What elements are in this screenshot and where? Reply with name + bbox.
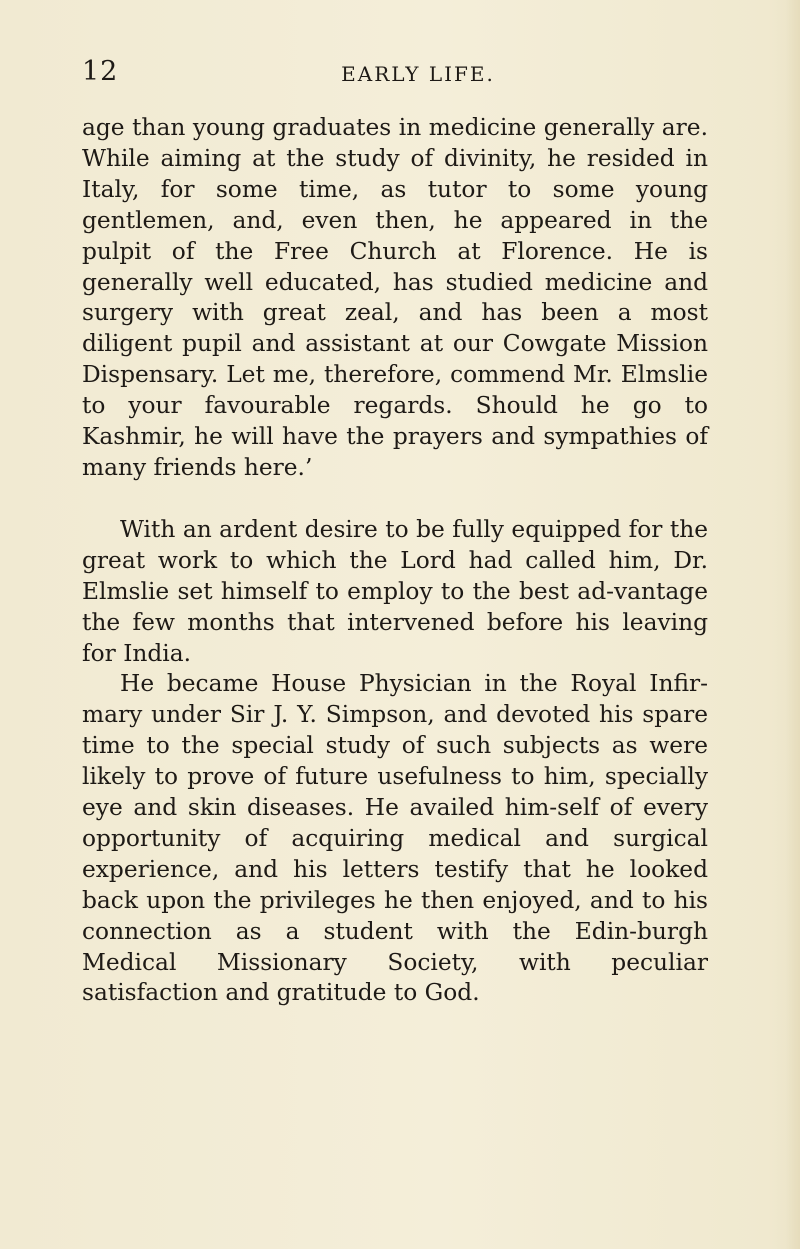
page-header xyxy=(82,56,722,90)
paragraph: With an ardent desire to be fully equipped for the great work to which the Lord had called him, Dr. Elmslie set himself to employ to the best ad-vantage the few months that intervened before his leaving for India. xyxy=(82,515,708,667)
page-edge-shadow xyxy=(786,0,800,1249)
running-head: EARLY LIFE. xyxy=(341,62,495,86)
body-text xyxy=(82,113,708,1009)
paragraph-continued: age than young graduates in medicine generally are. While aiming at the study of divinity, he resided in Italy, for some time, as tutor to some young gentlemen, and, even then, he appeared in the pulpit of the Free Church at Florence. He is generally well educated, has studied medicine and surgery with great zeal, and has been a most diligent pupil and assistant at our Cowgate Mission Dispensary. Let me, therefore, commend Mr. Elmslie to your favourable regards. Should he go to Kashmir, he will have the prayers and sympathies of many friends here.’ xyxy=(82,114,708,481)
page-number: 12 xyxy=(82,56,119,87)
paragraph: He became House Physician in the Royal Infir-mary under Sir J. Y. Simpson, and devoted his spare time to the special study of such subjects as were likely to prove of future usefulness to him, specially eye and skin diseases. He availed him-self of every opportunity of acquiring medical and surgical experience, and his letters testify that he looked back upon the privileges he then enjoyed, and to his connection as a student with the Edin-burgh Medical Missionary Society, with peculiar satisfaction and gratitude to God. xyxy=(82,670,708,1007)
